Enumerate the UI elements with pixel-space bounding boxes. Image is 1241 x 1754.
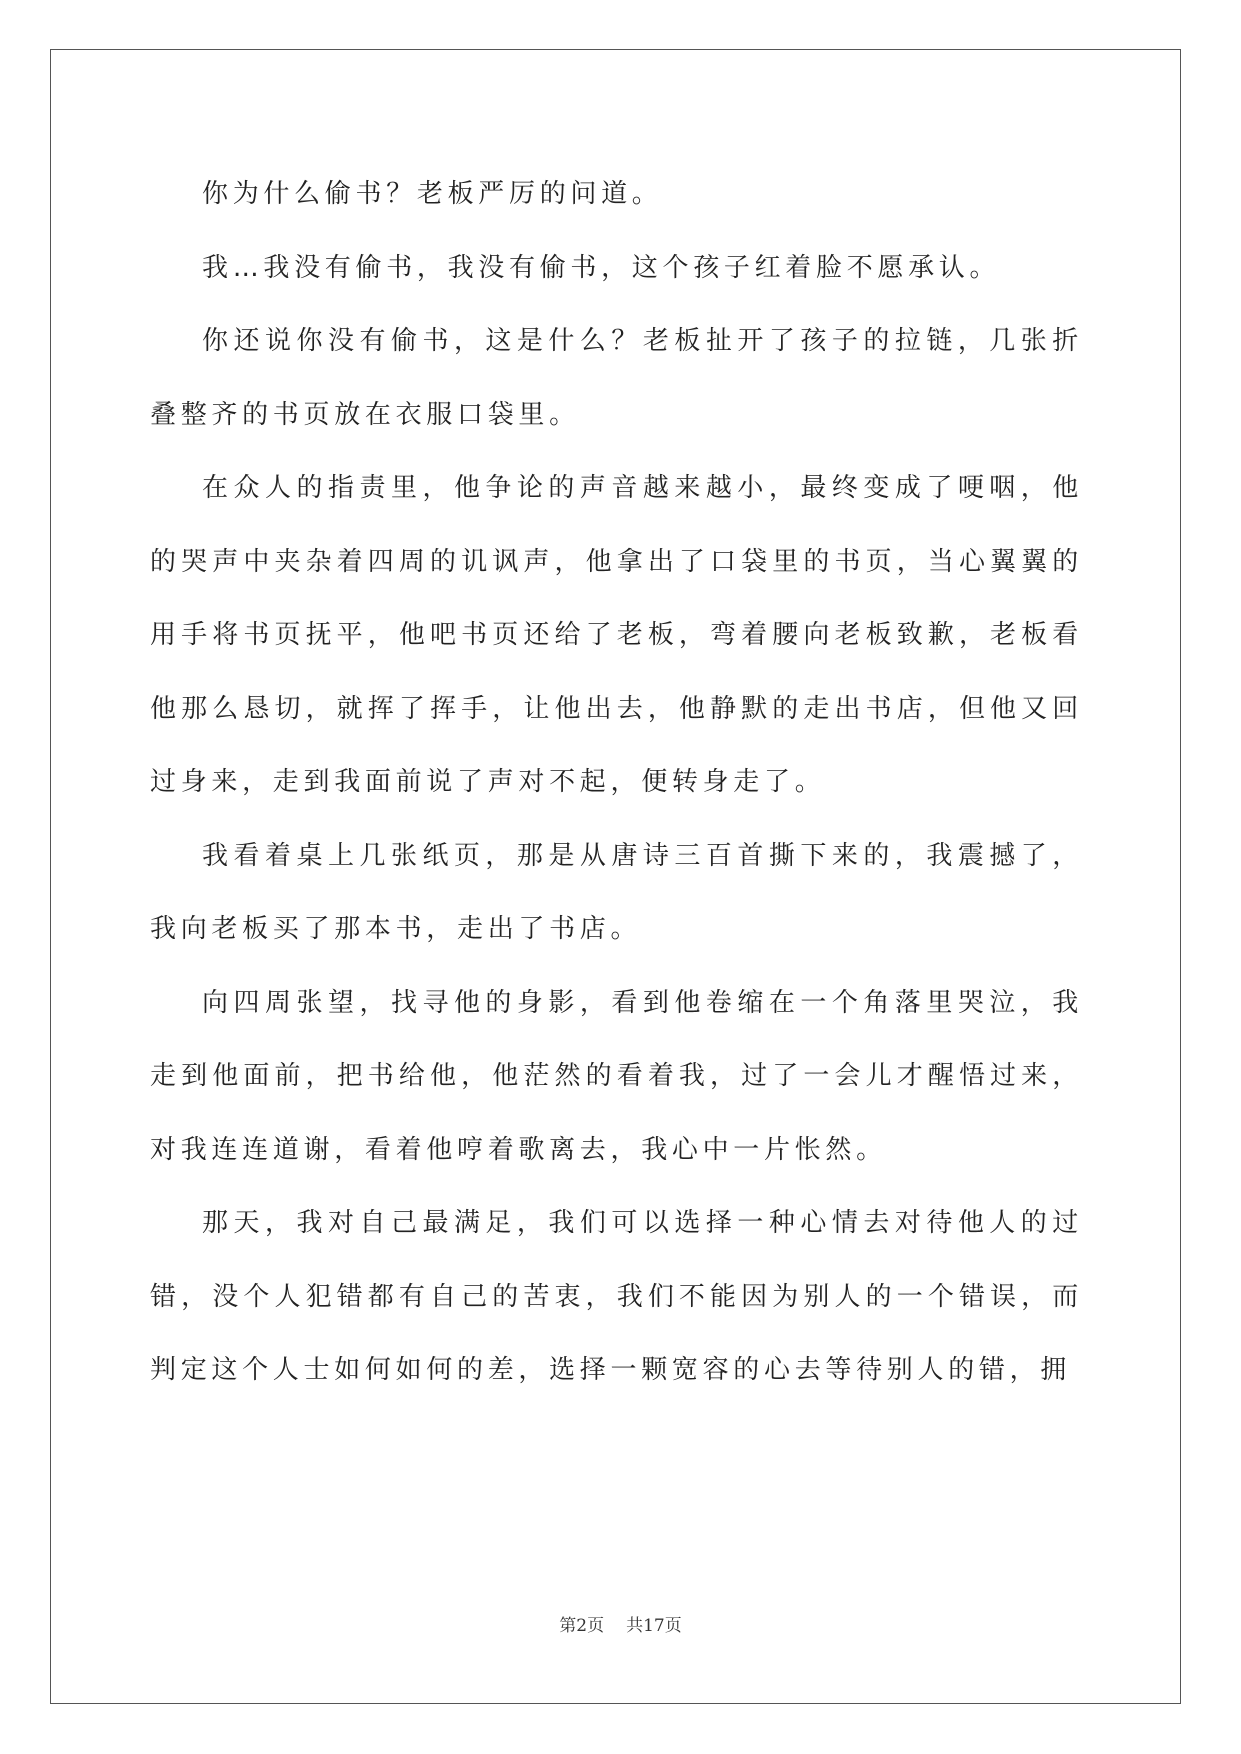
paragraph: 向四周张望，找寻他的身影，看到他卷缩在一个角落里哭泣，我走到他面前，把书给他，他茫然的看着我，过了一会儿才醒悟过来，对我连连道谢，看着他哼着歌离去，我心中一片怅然。 — [150, 987, 1083, 1165]
paragraph: 我…我没有偷书，我没有偷书，这个孩子红着脸不愿承认。 — [202, 252, 1001, 283]
document-body — [150, 158, 1083, 1408]
paragraph: 你为什么偷书？老板严厉的问道。 — [202, 179, 663, 209]
page-total: 共17页 — [626, 1616, 682, 1636]
page-number: 第2页 — [559, 1616, 605, 1636]
paragraph: 在众人的指责里，他争论的声音越来越小，最终变成了哽咽，他的哭声中夹杂着四周的讥讽声，他拿出了口袋里的书页，当心翼翼的用手将书页抚平，他吧书页还给了老板，弯着腰向老板致歉，老板看他那么恳切，就挥了挥手，让他出去，他静默的走出书店，但他又回过身来，走到我面前说了声对不起，便转身走了。 — [150, 473, 1083, 797]
paragraph: 我看着桌上几张纸页，那是从唐诗三百首撕下来的，我震撼了，我向老板买了那本书，走出了书店。 — [150, 840, 1083, 944]
page-footer — [0, 1611, 1241, 1636]
paragraph: 那天，我对自己最满足，我们可以选择一种心情去对待他人的过错，没个人犯错都有自己的苦衷，我们不能因为别人的一个错误，而判定这个人士如何如何的差，选择一颗宽容的心去等待别人的错，拥 — [150, 1208, 1083, 1385]
paragraph: 你还说你没有偷书，这是什么？老板扯开了孩子的拉链，几张折叠整齐的书页放在衣服口袋里。 — [150, 326, 1083, 430]
